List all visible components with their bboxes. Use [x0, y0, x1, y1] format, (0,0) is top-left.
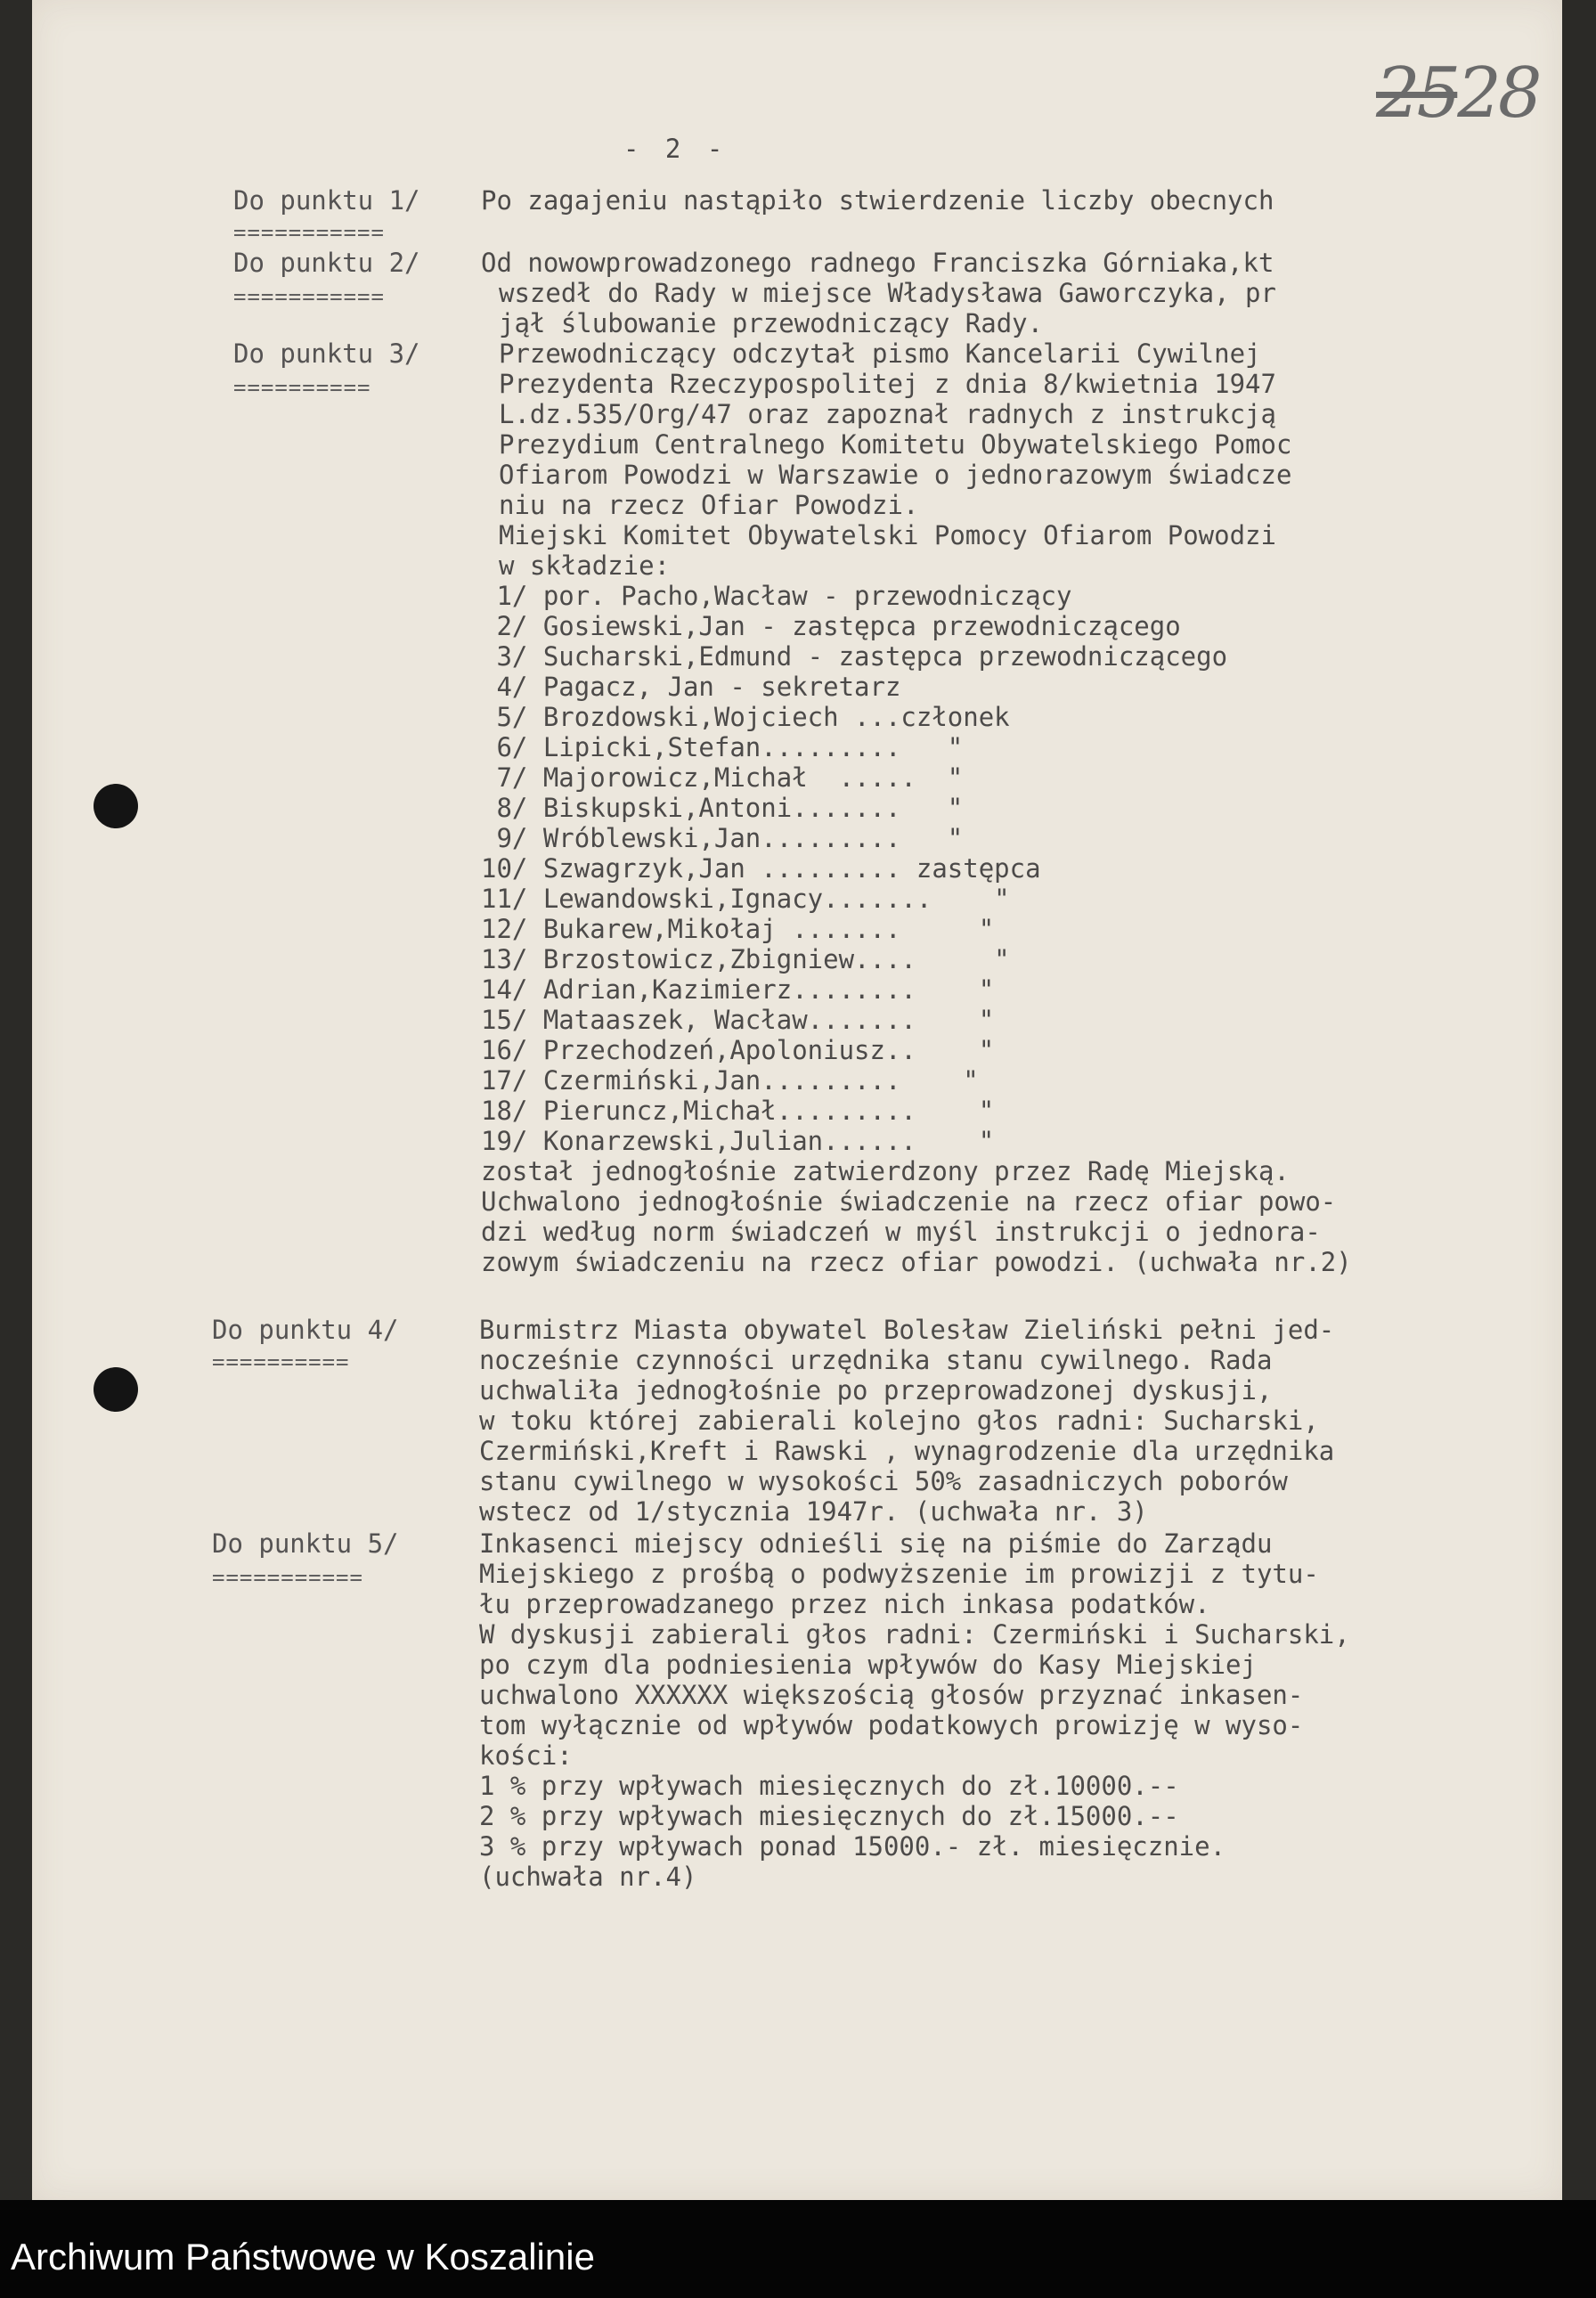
section-body-line: Inkasenci miejscy odnieśli się na piśmie do Zarządu [479, 1528, 1273, 1559]
section-body-line: jął ślubowanie przewodniczący Rady. [499, 308, 1044, 338]
handwritten-archive-number: 2528 [1376, 53, 1539, 134]
punch-hole-bottom [94, 1367, 138, 1412]
section-label: Do punktu 3/ [233, 338, 420, 369]
committee-member: 16/ Przechodzeń,Apoloniusz.. " [481, 1035, 995, 1065]
committee-member: 15/ Mataaszek, Wacław....... " [481, 1005, 995, 1035]
section-body-line: (uchwała nr.4) [479, 1862, 697, 1892]
section-body-line: Miejski Komitet Obywatelski Pomocy Ofiarom Powodzi [499, 520, 1276, 550]
section-body-line: Od nowowprowadzonego radnego Franciszka Górniaka,kt [481, 248, 1274, 278]
section-body-line: Burmistrz Miasta obywatel Bolesław Zieliński pełni jed- [479, 1315, 1335, 1345]
committee-member: 19/ Konarzewski,Julian...... " [481, 1126, 995, 1156]
section-label-underline: =========== [212, 1565, 363, 1590]
section-label: Do punktu 2/ [233, 248, 420, 278]
committee-member: 4/ Pagacz, Jan - sekretarz [481, 672, 901, 702]
section-body-line: uchwaliła jednogłośnie po przeprowadzonej dyskusji, [479, 1375, 1273, 1406]
commission-rate-line: 2 % przy wpływach miesięcznych do zł.15000.-- [479, 1801, 1179, 1831]
committee-member: 3/ Sucharski,Edmund - zastępca przewodniczącego [481, 641, 1228, 672]
committee-member: 8/ Biskupski,Antoni....... " [481, 793, 964, 823]
section-body-line: został jednogłośnie zatwierdzony przez Radę Miejską. [481, 1156, 1290, 1186]
committee-member: 13/ Brzostowicz,Zbigniew.... " [481, 944, 1010, 974]
section-label-underline: ========== [233, 375, 371, 400]
section-body-line: Miejskiego z prośbą o podwyższenie im prowizji z tytu- [479, 1559, 1319, 1589]
section-label: Do punktu 1/ [233, 185, 420, 216]
committee-member: 5/ Brozdowski,Wojciech ...członek [481, 702, 1010, 732]
section-label: Do punktu 4/ [212, 1315, 399, 1345]
punch-hole-top [94, 784, 138, 828]
section-label-underline: ========== [212, 1349, 350, 1374]
committee-member: 7/ Majorowicz,Michał ..... " [481, 762, 964, 793]
section-body-line: Prezydium Centralnego Komitetu Obywatelskiego Pomoc [499, 429, 1292, 460]
section-body-line: Czermiński,Kreft i Rawski , wynagrodzenie dla urzędnika [479, 1436, 1335, 1466]
section-body-line: niu na rzecz Ofiar Powodzi. [499, 490, 919, 520]
section-body-line: łu przeprowadzanego przez nich inkasa podatków. [479, 1589, 1210, 1619]
section-body-line: dzi według norm świadczeń w myśl instrukcji o jednora- [481, 1217, 1321, 1247]
section-body-line: po czym dla podniesienia wpływów do Kasy Miejskiej [479, 1650, 1257, 1680]
section-label-underline: =========== [233, 220, 385, 245]
section-body-line: Prezydenta Rzeczypospolitej z dnia 8/kwietnia 1947 [499, 369, 1276, 399]
section-body-line: L.dz.535/Org/47 oraz zapoznał radnych z instrukcją [499, 399, 1276, 429]
section-body-line: zowym świadczeniu na rzecz ofiar powodzi. (uchwała nr.2) [481, 1247, 1352, 1277]
section-body-line: wstecz od 1/stycznia 1947r. (uchwała nr. 3) [479, 1496, 1148, 1527]
section-body-line: uchwalono XXXXXX większością głosów przyznać inkasen- [479, 1680, 1304, 1710]
committee-member: 6/ Lipicki,Stefan......... " [481, 732, 964, 762]
section-label: Do punktu 5/ [212, 1528, 399, 1559]
commission-rate-line: 1 % przy wpływach miesięcznych do zł.10000.-- [479, 1771, 1179, 1801]
section-body-line: W dyskusji zabierali głos radni: Czermiński i Sucharski, [479, 1619, 1350, 1650]
committee-member: 14/ Adrian,Kazimierz........ " [481, 974, 995, 1005]
page-number: - 2 - [623, 134, 729, 164]
committee-member: 18/ Pieruncz,Michał......... " [481, 1096, 995, 1126]
commission-rate-line: 3 % przy wpływach ponad 15000.- zł. miesięcznie. [479, 1831, 1226, 1862]
section-body-line: nocześnie czynności urzędnika stanu cywilnego. Rada [479, 1345, 1273, 1375]
section-body-line: tom wyłącznie od wpływów podatkowych prowizję w wyso- [479, 1710, 1304, 1740]
committee-member: 17/ Czermiński,Jan......... " [481, 1065, 979, 1096]
archive-name-caption: Archiwum Państwowe w Koszalinie [11, 2236, 595, 2278]
committee-member: 12/ Bukarew,Mikołaj ....... " [481, 914, 995, 944]
committee-member: 11/ Lewandowski,Ignacy....... " [481, 884, 1010, 914]
committee-member: 1/ por. Pacho,Wacław - przewodniczący [481, 581, 1072, 611]
committee-member: 2/ Gosiewski,Jan - zastępca przewodniczącego [481, 611, 1181, 641]
committee-member: 9/ Wróblewski,Jan......... " [481, 823, 964, 853]
committee-member: 10/ Szwagrzyk,Jan ......... zastępca [481, 853, 1041, 884]
section-body-line: w składzie: [499, 550, 671, 581]
section-body-line: Uchwalono jednogłośnie świadczenie na rzecz ofiar powo- [481, 1186, 1337, 1217]
section-body-line: kości: [479, 1740, 573, 1771]
section-label-underline: =========== [233, 284, 385, 309]
section-body-line: wszedł do Rady w miejsce Władysława Gaworczyka, pr [499, 278, 1276, 308]
section-body-line: w toku której zabierali kolejno głos radni: Sucharski, [479, 1406, 1319, 1436]
section-body-line: Ofiarom Powodzi w Warszawie o jednorazowym świadcze [499, 460, 1292, 490]
section-body-line: Po zagajeniu nastąpiło stwierdzenie liczby obecnych [481, 185, 1274, 216]
section-body-line: Przewodniczący odczytał pismo Kancelarii Cywilnej [499, 338, 1261, 369]
section-body-line: stanu cywilnego w wysokości 50% zasadniczych poborów [479, 1466, 1288, 1496]
